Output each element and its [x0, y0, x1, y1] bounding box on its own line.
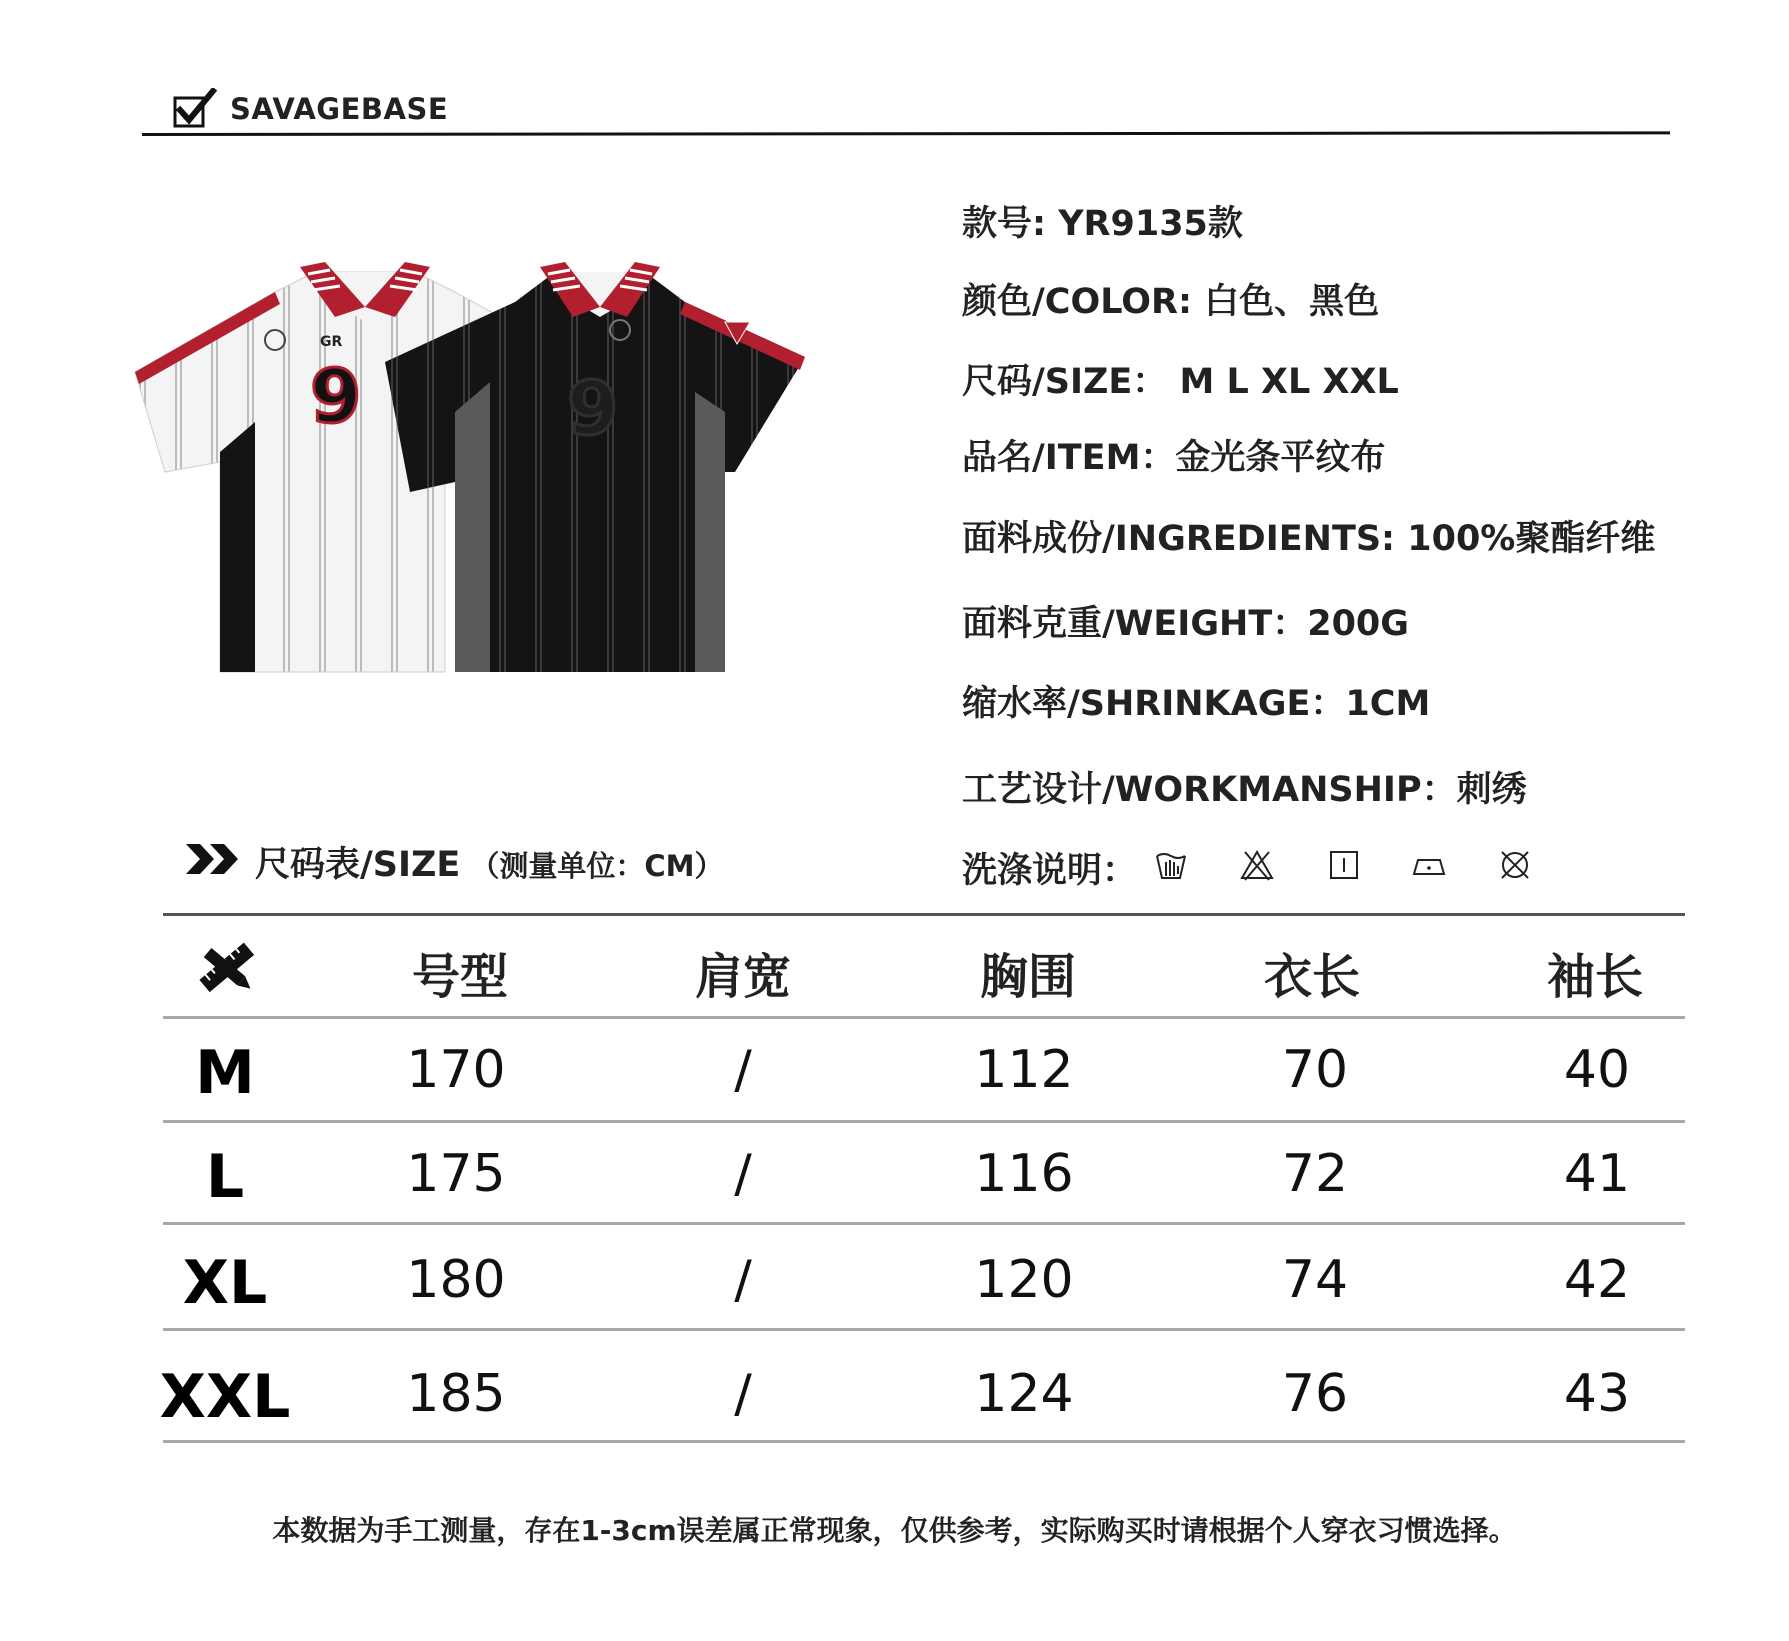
spec-ingredients: 面料成份/INGREDIENTS: 100%聚酯纤维 [962, 519, 1656, 559]
table-cell: 185 [406, 1364, 506, 1424]
header-divider [142, 131, 1670, 136]
table-cell: 41 [1563, 1144, 1631, 1204]
spec-color: 颜色/COLOR: 白色、黑色 [962, 282, 1380, 322]
svg-text:GR: GR [320, 334, 343, 350]
jersey-product-image [125, 262, 925, 682]
table-top-rule [163, 913, 1685, 916]
spec-size: 尺码/SIZE： M L XL XXL [962, 362, 1399, 402]
spec-item: 品名/ITEM：金光条平纹布 [962, 438, 1386, 478]
checkbox-logo-icon [173, 88, 217, 128]
table-cell: 40 [1563, 1040, 1631, 1100]
line-dry-icon [1327, 848, 1361, 882]
table-cell: 116 [974, 1144, 1074, 1204]
svg-text:9: 9 [567, 366, 619, 452]
table-row-rule [163, 1328, 1685, 1331]
table-cell: / [734, 1144, 752, 1204]
brand-name: SAVAGEBASE [230, 92, 449, 126]
table-cell: 120 [974, 1250, 1074, 1310]
spec-shrinkage: 缩水率/SHRINKAGE：1CM [962, 684, 1431, 724]
table-cell: 42 [1563, 1250, 1631, 1310]
table-cell: 170 [406, 1040, 506, 1100]
measurement-footnote: 本数据为手工测量，存在1-3cm误差属正常现象，仅供参考，实际购买时请根据个人穿衣习惯选择。 [272, 1514, 1517, 1547]
table-cell: 72 [1281, 1144, 1349, 1204]
table-header-rule [163, 1016, 1685, 1019]
table-cell: 74 [1281, 1250, 1349, 1310]
col-header-length: 衣长 [1263, 949, 1360, 1005]
size-chart-title: 尺码表/SIZE （测量单位：CM） [255, 845, 724, 885]
spec-style-number: 款号: YR9135款 [962, 204, 1243, 244]
svg-text:9: 9 [310, 354, 362, 440]
table-cell: 43 [1563, 1364, 1631, 1424]
table-bottom-rule [163, 1440, 1685, 1443]
table-cell: 70 [1281, 1040, 1349, 1100]
table-cell: 180 [406, 1250, 506, 1310]
size-label-m: M [195, 1038, 255, 1108]
table-row-rule [163, 1222, 1685, 1225]
table-cell: 76 [1281, 1364, 1349, 1424]
care-label: 洗涤说明： [962, 851, 1138, 891]
table-cell: / [734, 1364, 752, 1424]
table-cell: / [734, 1250, 752, 1310]
col-header-sleeve: 袖长 [1546, 949, 1643, 1005]
size-label-xl: XL [182, 1248, 268, 1318]
double-chevron-icon [184, 842, 242, 876]
spec-weight: 面料克重/WEIGHT：200G [962, 604, 1410, 644]
iron-low-icon [1412, 848, 1446, 882]
spec-workmanship: 工艺设计/WORKMANSHIP：刺绣 [962, 770, 1527, 810]
ruler-pencil-icon [190, 936, 262, 1000]
table-cell: 124 [974, 1364, 1074, 1424]
table-cell: 175 [406, 1144, 506, 1204]
table-cell: / [734, 1040, 752, 1100]
col-header-chest: 胸围 [979, 949, 1076, 1005]
table-row-rule [163, 1120, 1685, 1123]
table-cell: 112 [974, 1040, 1074, 1100]
size-label-xxl: XXL [159, 1362, 291, 1432]
hand-wash-icon [1154, 848, 1188, 882]
no-dry-clean-icon [1498, 848, 1532, 882]
col-header-fit: 号型 [411, 949, 508, 1005]
no-bleach-icon [1240, 848, 1274, 882]
col-header-shoulder: 肩宽 [694, 949, 791, 1005]
size-label-l: L [205, 1142, 245, 1212]
size-unit-note: （测量单位：CM） [470, 849, 724, 883]
